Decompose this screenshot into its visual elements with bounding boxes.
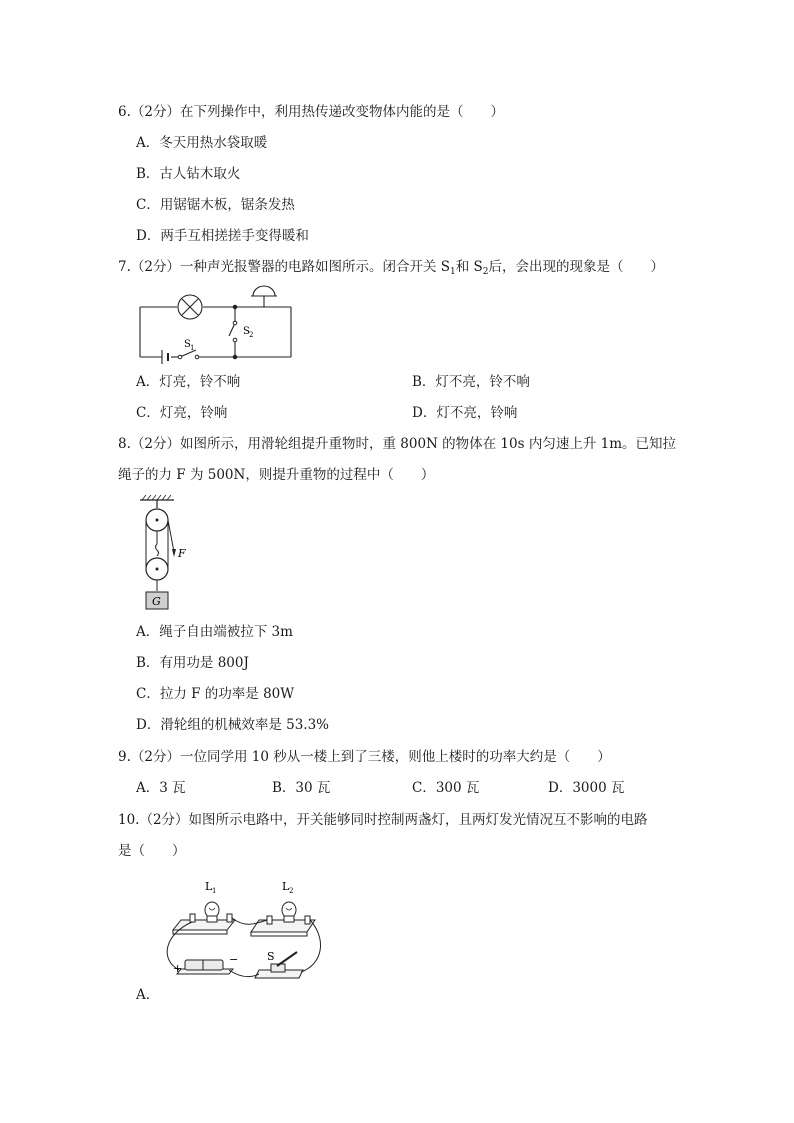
alarm-circuit-diagram [130, 284, 300, 364]
question-10-option-a[interactable]: A． [136, 987, 160, 1003]
switch-label: S [267, 950, 275, 963]
question-8-option-c[interactable]: C．拉力 F 的功率是 80W [136, 686, 295, 702]
question-9-option-a[interactable]: A．3 瓦 [136, 780, 186, 796]
question-6-option-d[interactable]: D．两手互相搓搓手变得暖和 [136, 228, 309, 244]
question-8-option-a[interactable]: A．绳子自由端被拉下 3m [136, 624, 293, 640]
question-7-option-a[interactable]: A．灯亮，铃不响 [136, 374, 241, 390]
question-9-option-d[interactable]: D．3000 瓦 [548, 780, 625, 796]
l1-label: L [205, 880, 213, 893]
lamp-icon [178, 295, 202, 319]
question-8-option-b[interactable]: B．有用功是 800J [136, 655, 249, 671]
force-label: F [178, 547, 186, 560]
question-8-stem-line-2: 绳子的力 F 为 500N，则提升重物的过程中（ ） [118, 467, 435, 483]
question-6-stem: 6.（2分）在下列操作中，利用热传递改变物体内能的是（ ） [118, 104, 504, 120]
question-9-option-c[interactable]: C．300 瓦 [412, 780, 480, 796]
question-9-stem: 9.（2分）一位同学用 10 秒从一楼上到了三楼，则他上楼时的功率大约是（ ） [118, 749, 611, 765]
question-7-option-c[interactable]: C．灯亮，铃响 [136, 405, 228, 421]
s1-label: S [184, 339, 191, 350]
pulley-system-diagram [138, 494, 198, 612]
question-7-option-b[interactable]: B．灯不亮，铃不响 [412, 374, 530, 390]
l1-sub-label: 1 [212, 887, 217, 895]
question-7-stem [118, 257, 664, 277]
question-10-stem-line-1: 10.（2分）如图所示电路中，开关能够同时控制两盏灯，且两灯发光情况互不影响的电路 [118, 812, 648, 828]
question-7-option-d[interactable]: D．灯不亮，铃响 [412, 405, 518, 421]
plus-label: + [173, 962, 183, 975]
stem-text: 和 S [455, 259, 483, 275]
lamp-circuit-diagram [155, 874, 330, 1004]
question-6-option-a[interactable]: A．冬天用热水袋取暖 [136, 135, 268, 151]
stem-text: 后，会出现的现象是（ ） [488, 259, 665, 275]
subscript: 1 [450, 267, 456, 277]
s2-label: S [243, 326, 250, 337]
minus-label: − [229, 953, 239, 966]
stem-text: 7.（2分）一种声光报警器的电路如图所示。闭合开关 S [118, 259, 451, 275]
l2-sub-label: 2 [289, 887, 294, 895]
subscript: 2 [482, 267, 489, 277]
s1-sub-label: 1 [190, 344, 195, 352]
question-10-stem-line-2: 是（ ） [118, 843, 186, 859]
question-9-option-b[interactable]: B．30 瓦 [272, 780, 331, 796]
l2-label: L [282, 880, 290, 893]
weight-label: G [152, 595, 161, 608]
s2-sub-label: 2 [249, 331, 254, 339]
question-6-option-c[interactable]: C．用锯锯木板，锯条发热 [136, 197, 295, 213]
question-6-option-b[interactable]: B．古人钻木取火 [136, 166, 241, 182]
question-8-option-d[interactable]: D．滑轮组的机械效率是 53.3% [136, 717, 330, 733]
question-8-stem-line-1: 8.（2分）如图所示，用滑轮组提升重物时，重 800N 的物体在 10s 内匀速上升 1m。已知拉 [118, 436, 677, 452]
